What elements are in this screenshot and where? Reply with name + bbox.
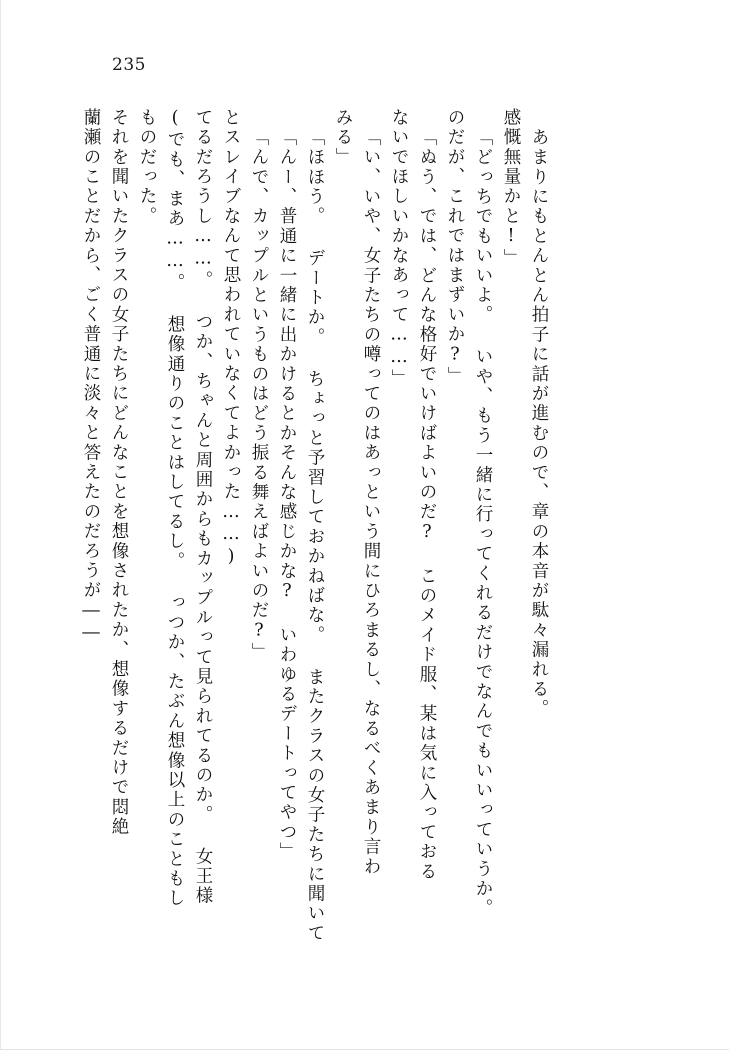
- text-line: 感慨無量かと!」: [501, 108, 521, 269]
- text-line: 蘭瀬のことだから、ごく普通に淡々と答えたのだろうが――: [81, 108, 101, 645]
- text-line: 「ほほう。 デートか。 ちょっと予習しておかねばな。 またクラスの女子たちに聞いて: [305, 128, 325, 944]
- text-line: ないでほしいかなあって……」: [389, 108, 409, 389]
- text-line: それを聞いたクラスの女子たちにどんなことを想像されたか、想像するだけで悶絶: [109, 108, 129, 837]
- text-line: とスレイブなんて思われていなくてよかった……): [221, 108, 241, 569]
- text-line: あまりにもとんとん拍子に話が進むので、章の本音が駄々漏れる。: [529, 128, 549, 719]
- text-line: みる」: [333, 108, 353, 168]
- text-line: ものだった。: [137, 108, 157, 227]
- text-line: 「どっちでもいいよ。 いや、もう一緒に行ってくれるだけでなんでもいいっていうか。: [473, 128, 493, 919]
- text-line: (でも、まあ……。 想像通りのことはしてるし。 っつか、たぶん想像以上のこともし: [165, 108, 185, 909]
- text-line: 「い、いや、女子たちの噂ってのはあっという間にひろまるし、なるべくあまり言わ: [361, 128, 381, 877]
- text-line: てるだろうし……。 つか、ちゃんと周囲からもカップルって見られてるのか。 女王様: [193, 108, 213, 906]
- vertical-text-block: [71, 108, 641, 944]
- text-line: 「ぬう、では、どんな格好でいけばよいのだ? このメイド服、某は気に入っておる: [417, 128, 437, 882]
- text-line: 「んで、カップルというものはどう振る舞えばよいのだ?」: [249, 128, 269, 663]
- page-number: 235: [112, 55, 146, 75]
- text-line: のだが、これではまずいか?」: [445, 108, 465, 387]
- text-line: 「んー、普通に一緒に出かけるとかそんな感じかな? いわゆるデートってやつ」: [277, 128, 297, 862]
- scan-edge-left: [0, 0, 1, 1050]
